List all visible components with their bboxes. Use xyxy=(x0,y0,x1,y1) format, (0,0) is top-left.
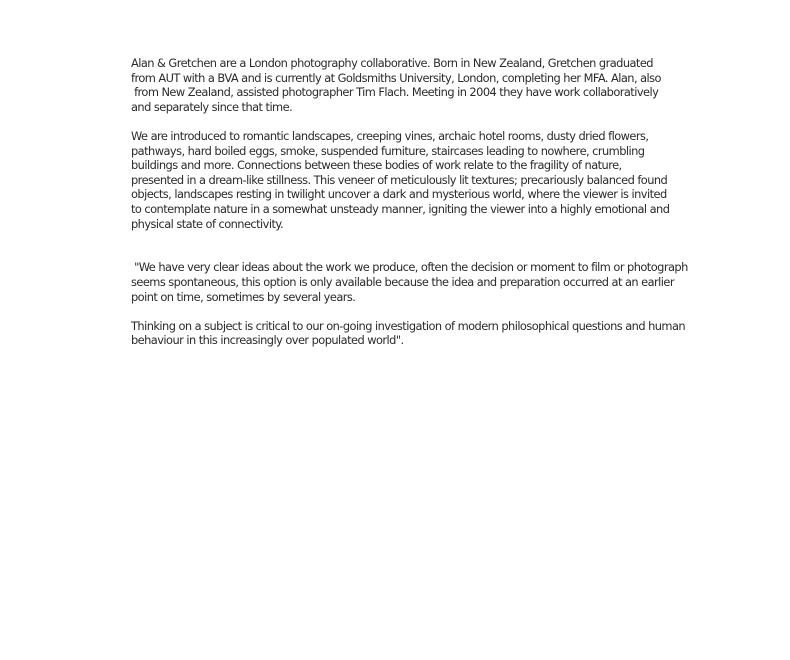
text-line: from AUT with a BVA and is currently at Goldsmiths University, London, completing her MFA. Alan, also xyxy=(131,70,661,85)
text-line: behaviour in this increasingly over populated world". xyxy=(131,333,404,348)
text-line: Alan & Gretchen are a London photography collaborative. Born in New Zealand, Gretchen graduated xyxy=(131,56,653,70)
text-line: buildings and more. Connections between these bodies of work relate to the fragility of nature, xyxy=(131,158,622,173)
text-line: We are introduced to romantic landscapes, creeping vines, archaic hotel rooms, dusty dried flowers, xyxy=(131,128,649,143)
paragraph-intro xyxy=(131,56,731,114)
text-line: seems spontaneous, this option is only available because the idea and preparation occurred at an earlier xyxy=(131,274,674,289)
paragraph-quote-continued xyxy=(131,319,731,348)
paragraph-spacer xyxy=(131,304,731,319)
text-line: objects, landscapes resting in twilight uncover a dark and mysterious world, where the viewer is invited xyxy=(131,187,667,202)
text-line: and separately since that time. xyxy=(131,99,293,114)
text-line: from New Zealand, assisted photographer Tim Flach. Meeting in 2004 they have work collaboratively xyxy=(131,85,659,100)
text-line: presented in a dream-like stillness. This veneer of meticulously lit textures; precariously balanced found xyxy=(131,172,668,187)
text-line: pathways, hard boiled eggs, smoke, suspended furniture, staircases leading to nowhere, crumbling xyxy=(131,143,645,158)
text-line: physical state of connectivity. xyxy=(131,216,284,231)
text-line: "We have very clear ideas about the work we produce, often the decision or moment to film or photograph xyxy=(131,260,688,275)
text-line: point on time, sometimes by several years. xyxy=(131,289,356,304)
paragraph-description xyxy=(131,129,731,231)
paragraph-spacer xyxy=(131,231,731,260)
text-line: to contemplate nature in a somewhat unsteady manner, igniting the viewer into a highly emotional and xyxy=(131,201,670,216)
paragraph-quote xyxy=(131,260,731,304)
text-line: Thinking on a subject is critical to our on-going investigation of modern philosophical questions and human xyxy=(131,318,686,333)
bio-text-block xyxy=(131,56,731,348)
paragraph-spacer xyxy=(131,114,731,129)
